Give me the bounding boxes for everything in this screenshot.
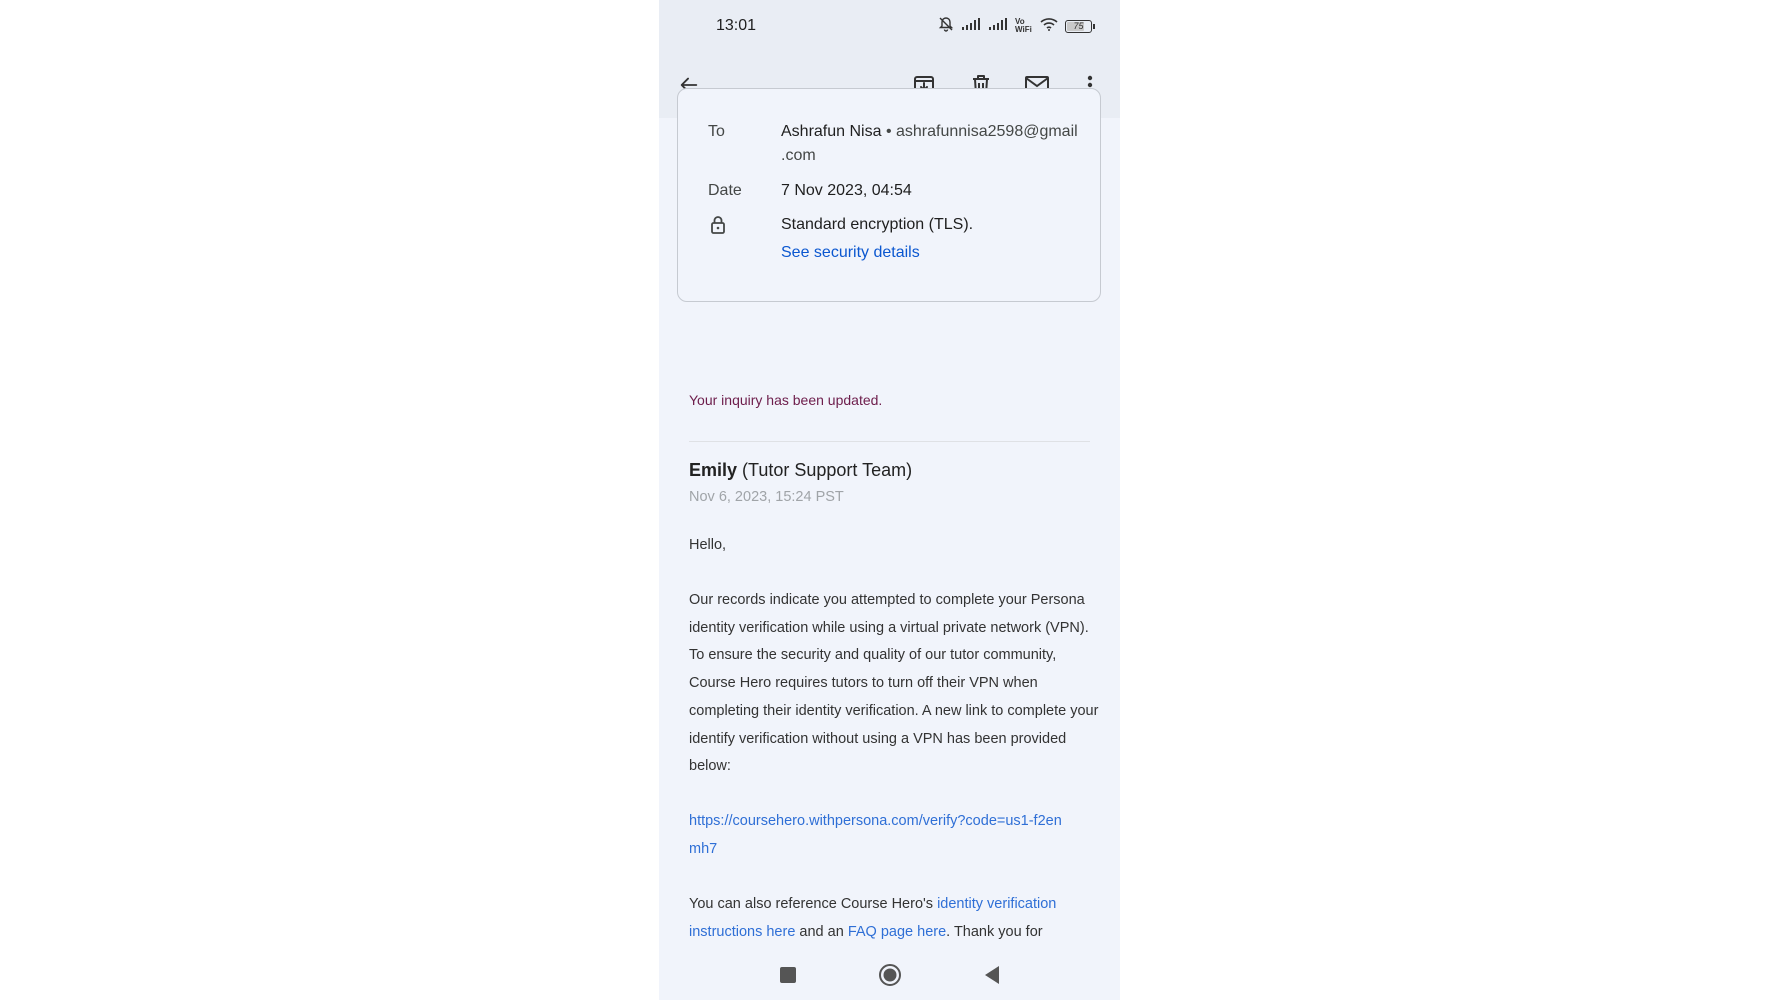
back-icon[interactable] (979, 962, 1005, 988)
home-icon[interactable] (877, 962, 903, 988)
closing-suffix: . Thank you for (946, 923, 1043, 940)
recipient-name: Ashrafun Nisa (781, 123, 882, 140)
vowifi-label: Vo WiFi (1015, 17, 1032, 34)
navigation-bar (659, 948, 1120, 1000)
body-paragraph: Our records indicate you attempted to complete your Persona identity verification while using a virtual private network (VPN). To ensure the security and quality of our tutor community, Course Hero requires tutors to turn off their VPN when completing their identity verification. A new link to complete your identify verification without using a VPN has been provided below: (689, 592, 1099, 775)
recipient-email-cont: .com (781, 147, 816, 164)
greeting: Hello, (689, 537, 727, 553)
security-details-link[interactable]: See security details (781, 244, 920, 261)
wifi-icon (1040, 17, 1058, 36)
email-content[interactable] (659, 118, 1120, 948)
signal-icon (988, 17, 1008, 36)
to-label: To (708, 123, 725, 140)
lock-icon (710, 215, 726, 240)
instructions-link[interactable]: identity verification instructions here (689, 896, 1057, 940)
sender-team: (Tutor Support Team) (742, 460, 913, 480)
closing-paragraph (689, 891, 1099, 946)
date-value: 7 Nov 2023, 04:54 (781, 182, 912, 199)
verify-link[interactable]: https://coursehero.withpersona.com/verify?code=us1-f2enmh7 (689, 813, 1062, 857)
recents-icon[interactable] (775, 962, 801, 988)
bell-off-icon (938, 16, 954, 37)
faq-link[interactable]: FAQ page here (847, 923, 947, 940)
phone-screen (659, 0, 1120, 1000)
sender (689, 460, 912, 481)
signal-icon (961, 17, 981, 36)
status-bar (659, 0, 1120, 54)
message-details-card (677, 88, 1101, 302)
status-time: 13:01 (716, 17, 757, 34)
to-value: Ashrafun Nisa • ashrafunnisa2598@gmail .com (781, 123, 1078, 164)
date-label: Date (708, 182, 742, 199)
battery-icon: 75 (1065, 20, 1092, 33)
divider (689, 441, 1090, 442)
status-icons (938, 17, 1092, 35)
inquiry-notice: Your inquiry has been updated. (689, 392, 883, 408)
closing-middle: and an (795, 923, 848, 940)
sender-name: Emily (689, 460, 738, 480)
recipient-email: ashrafunnisa2598@gmail (896, 123, 1078, 140)
encryption-text: Standard encryption (TLS). (781, 216, 974, 233)
closing-prefix: You can also reference Course Hero's (689, 896, 938, 912)
sent-date: Nov 6, 2023, 15:24 PST (689, 489, 844, 505)
